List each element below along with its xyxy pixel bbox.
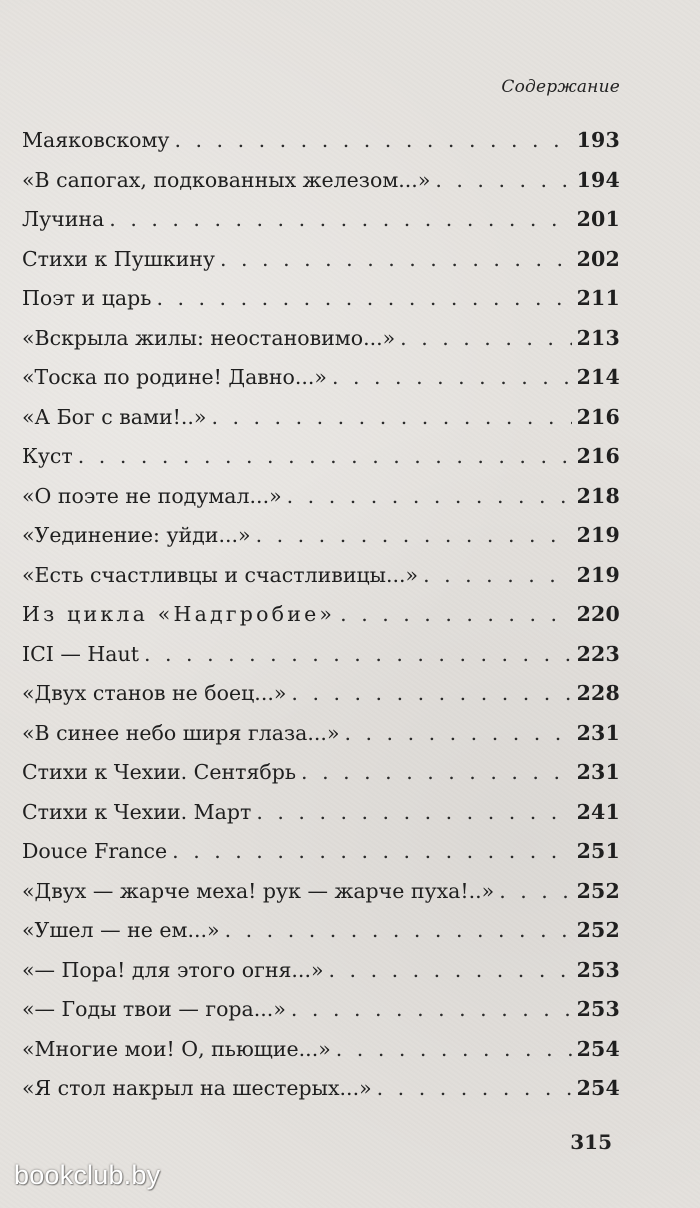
toc-entry [22,516,620,556]
toc-entry-page: 253 [576,957,620,982]
toc-entry [22,674,620,714]
dot-leader [156,279,571,319]
dot-leader [225,911,572,951]
toc-entry-title: «В синее небо ширя глаза...» [22,720,340,745]
toc-entry-title: «Я стол накрыл на шестерых...» [22,1076,372,1100]
dot-leader [291,674,571,714]
toc-entry [22,951,620,991]
toc-entry-page: 251 [576,839,620,863]
toc-entry [22,635,620,675]
dot-leader [400,319,571,359]
dot-leader [174,121,571,161]
toc-entry-page: 219 [576,562,620,587]
toc-entry-title: «Двух станов не боец...» [22,681,287,705]
toc-entry-title: «О поэте не подумал...» [22,483,282,508]
dot-leader [172,832,571,872]
toc-entry-page: 194 [576,167,620,192]
toc-entry [22,753,620,793]
dot-leader [144,635,572,675]
dot-leader [211,398,571,438]
toc-entry-page: 213 [576,325,620,350]
dot-leader [220,240,572,280]
toc-entry-page: 253 [576,997,620,1021]
toc-entry [22,1030,620,1070]
toc-entry-page: 241 [576,799,620,824]
dot-leader [377,1069,572,1109]
toc-entry-title: «Ушел — не ем...» [22,918,220,942]
toc-entry-page: 216 [576,444,620,468]
toc-entry-page: 252 [576,878,620,903]
toc-entry-page: 231 [576,760,620,784]
toc-entry-title: Маяковскому [22,128,170,152]
running-head: Содержание [501,77,620,97]
toc-entry-title: Douce France [22,839,168,863]
toc-entry-page: 220 [576,602,620,626]
toc-entry-page: 202 [576,246,620,271]
dot-leader [435,161,571,201]
toc-entry-title: «Многие мои! О, пьющие...» [22,1036,331,1061]
toc-entry-title: Лучина [22,207,105,231]
toc-entry-title: «— Пора! для этого огня...» [22,957,324,982]
toc-entry [22,398,620,438]
toc-entry [22,477,620,517]
toc-entry [22,990,620,1030]
toc-entry-page: 201 [576,207,620,231]
toc-entry-page: 228 [576,681,620,705]
toc-entry [22,358,620,398]
toc-entry [22,161,620,201]
toc-entry-page: 211 [576,286,620,310]
dot-leader [109,200,571,240]
toc-entry-title: «Уединение: уйди...» [22,523,251,547]
toc-entry-page: 219 [576,523,620,547]
toc-entry-page: 218 [576,483,620,508]
toc-entry-page: 254 [576,1076,620,1100]
dot-leader [340,595,571,635]
toc-entry-title: Стихи к Чехии. Март [22,799,252,824]
table-of-contents [22,121,620,1109]
toc-entry-page: 231 [576,720,620,745]
dot-leader [78,437,572,477]
toc-entry-page: 223 [576,641,620,666]
toc-entry-page: 214 [576,365,620,389]
toc-entry-title: «Вскрыла жилы: неостановимо...» [22,325,396,350]
toc-entry [22,595,620,635]
toc-entry-title: Поэт и царь [22,286,152,310]
toc-entry [22,319,620,359]
dot-leader [291,990,572,1030]
toc-entry-page: 254 [576,1036,620,1061]
toc-entry [22,872,620,912]
page-number: 315 [570,1130,612,1154]
toc-entry [22,1069,620,1109]
toc-entry [22,240,620,280]
toc-entry-title: «В сапогах, подкованных железом...» [22,167,431,192]
dot-leader [329,951,572,991]
toc-entry [22,437,620,477]
toc-entry-title: Из цикла «Надгробие» [22,602,336,626]
toc-entry-page: 216 [576,404,620,429]
toc-entry-title: «Тоска по родине! Давно...» [22,365,327,389]
toc-entry-page: 252 [576,918,620,942]
toc-entry-title: ICI — Haut [22,641,139,666]
toc-entry [22,279,620,319]
toc-entry [22,121,620,161]
toc-entry-title: Куст [22,444,73,468]
toc-entry-page: 193 [576,128,620,152]
toc-entry-title: «А Бог с вами!..» [22,404,207,429]
toc-entry [22,714,620,754]
dot-leader [301,753,572,793]
toc-entry-title: «— Годы твои — гора...» [22,997,286,1021]
dot-leader [332,358,572,398]
dot-leader [423,556,572,596]
dot-leader [336,1030,572,1070]
toc-entry-title: «Двух — жарче меха! рук — жарче пуха!..» [22,878,495,903]
dot-leader [499,872,571,912]
dot-leader [256,793,571,833]
dot-leader [287,477,572,517]
toc-entry-title: Стихи к Чехии. Сентябрь [22,760,297,784]
toc-entry [22,832,620,872]
toc-entry-title: «Есть счастливцы и счастливицы...» [22,562,419,587]
toc-entry [22,200,620,240]
toc-entry [22,911,620,951]
dot-leader [344,714,571,754]
toc-entry-title: Стихи к Пушкину [22,246,215,271]
site-watermark: bookclub.by [14,1160,161,1190]
dot-leader [256,516,572,556]
toc-entry [22,793,620,833]
toc-entry [22,556,620,596]
